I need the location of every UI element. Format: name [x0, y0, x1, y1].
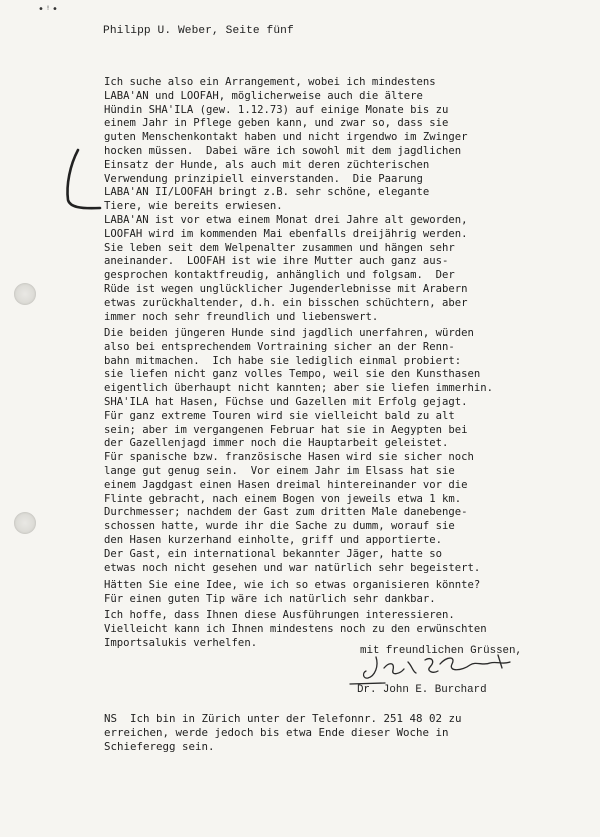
margin-bracket-mark: [67, 150, 100, 208]
paragraph-1: Ich suche also ein Arrangement, wobei ich mindestens LABA'AN und LOOFAH, möglicherweise auch die ältere Hündin SHA'ILA (gew. 1.12.73) auf einige Monate bis zu einem Jahr in Pflege geben kann, und zwar so, dass sie guten Menschenkontakt haben und nicht irgendwo im Zwinger hocken müssen. Dabei wäre ich sowohl mit dem jagdlichen Einsatz der Hunde, als auch mit deren züchterischen Verwendung prinzipiell einverstanden. Die Paarung LABA'AN II/LOOFAH bringt z.B. sehr schöne, elegante Tiere, wie bereits erwiesen.: [104, 76, 468, 213]
paragraph-4: Hätten Sie eine Idee, wie ich so etwas organisieren könnte? Für einen guten Tip wäre ich natürlich sehr dankbar.: [104, 579, 481, 605]
page-header: Philipp U. Weber, Seite fünf: [103, 25, 294, 37]
paragraph-5: Ich hoffe, dass Ihnen diese Ausführungen interessieren. Vielleicht kann ich Ihnen mindestens noch zu den erwünschten Importsalukis verhelfen.: [104, 609, 487, 649]
closing-line: mit freundlichen Grüssen,: [360, 645, 522, 657]
signer-name: Dr. John E. Burchard: [357, 684, 487, 696]
corner-marks: • ᵎ •: [38, 4, 58, 15]
paragraph-3: Die beiden jüngeren Hunde sind jagdlich unerfahren, würden also bei entsprechendem Vortraining sicher an der Renn- bahn mitmachen. Ich habe sie lediglich einmal probiert: sie liefen nicht ganz volles Tempo, weil sie den Kunsthasen eigentlich überhaupt nicht kannten; aber sie liefen immerhin. SHA'ILA hat Hasen, Füchse und Gazellen mit Erfolg gejagt. Für ganz extreme Touren wird sie vielleicht bald zu alt sein; aber im vergangenen Februar hat sie in Aegypten bei der Gazellenjagd immer noch die Hauptarbeit geleistet. Für spanische bzw. französische Hasen wird sie sicher noch lange gut genug sein. Vor einem Jahr im Elsass hat sie einem Jagdgast einen Hasen dreimal hintereinander vor die Flinte gebracht, nach einem Bogen von jeweils etwa 1 km. Durchmesser; nachdem der Gast zum dritten Male danebenge- schossen hatte, wurde ihr die Sache zu dumm, worauf sie den Hasen kurzerhand einholte, griff und apportierte. Der Gast, ein international bekannter Jäger, hatte so etwas noch nicht gesehen und war natürlich sehr begeistert.: [104, 327, 494, 574]
handwritten-signature: [350, 655, 510, 684]
postscript: NS Ich bin in Zürich unter der Telefonnr. 251 48 02 zu erreichen, werde jedoch bis etwa Ende dieser Woche in Schieferegg sein.: [104, 712, 462, 753]
paragraph-2: LABA'AN ist vor etwa einem Monat drei Jahre alt geworden, LOOFAH wird im kommenden Mai ebenfalls dreijährig werden. Sie leben seit dem Welpenalter zusammen und hängen sehr aneinander. LOOFAH ist wie ihre Mutter auch ganz aus- gesprochen kontaktfreudig, anhänglich und folgsam. Der Rüde ist wegen unglücklicher Jugenderlebnisse mit Arabern etwas zurückhaltender, d.h. ein bisschen schüchtern, aber immer noch sehr freundlich und liebenswert.: [104, 214, 468, 323]
